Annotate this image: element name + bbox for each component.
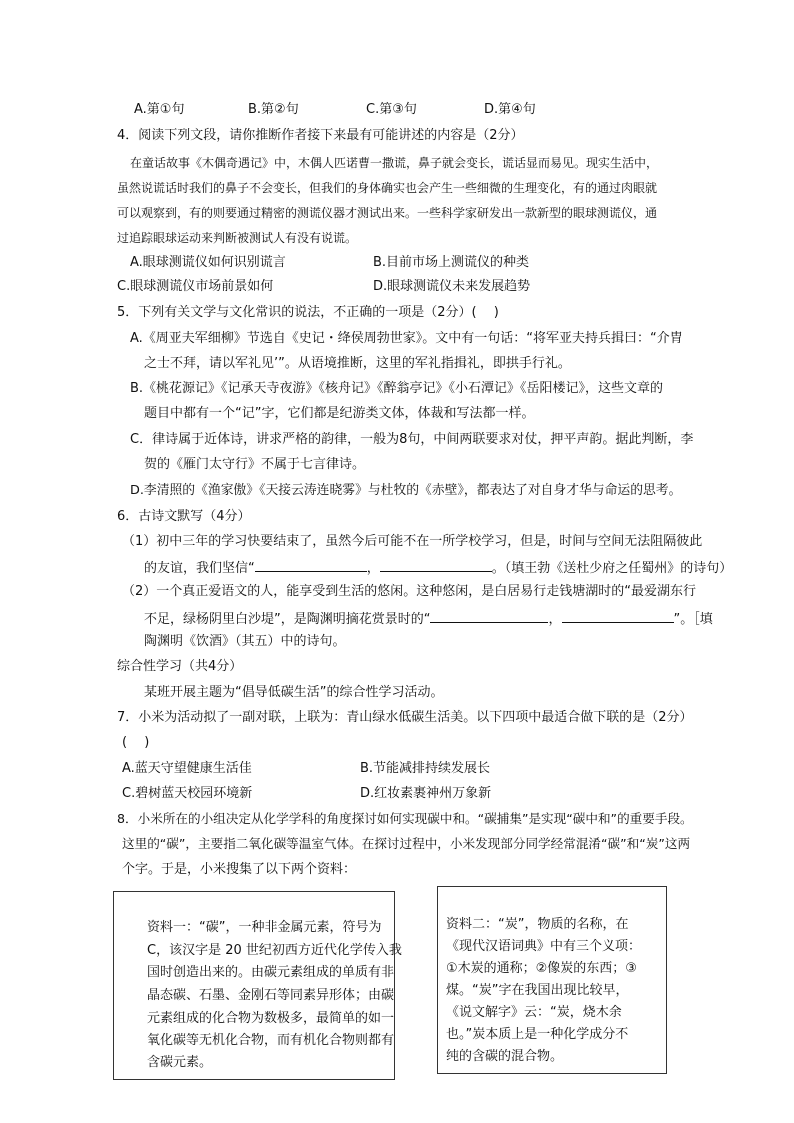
material-1-line: 国时创造出来的。由碳元素组成的单质有非 — [147, 965, 395, 980]
material-2-line: 煤。“炭”字在我国出现比较早， — [446, 983, 629, 998]
material-1-line: C，该汉字是 20 世纪初西方近代化学传入我 — [147, 943, 402, 958]
material-1-line: 元素组成的化合物为数极多，最简单的如一 — [147, 1011, 395, 1026]
q7-option-a: A.蓝天守望健康生活佳 — [122, 761, 252, 776]
q4-option-a: A.眼球测谎仪如何识别谎言 — [130, 255, 286, 270]
answer-blank[interactable] — [380, 557, 492, 572]
q4-passage-line: 虽然说谎话时我们的鼻子不会变长，但我们的身体确实也会产生一些细微的生理变化，有的通过肉眼就 — [117, 181, 658, 195]
q5-option-a-cont: 之士不拜，请以军礼见’”。从语境推断，这里的军礼指揖礼，即拱手行礼。 — [144, 356, 571, 371]
material-box-1 — [113, 891, 402, 1080]
q5-option-c-cont: 贺的《雁门太守行》不属于七言律诗。 — [144, 457, 366, 472]
q5-option-b-cont: 题目中都有一个“记”字，它们都是纪游类文体，体裁和写法都一样。 — [144, 406, 535, 421]
answer-blank[interactable] — [255, 557, 367, 572]
q3-option-d: D.第④句 — [484, 102, 536, 117]
material-2-line: 纯的含碳的混合物。 — [446, 1049, 564, 1064]
q4-option-d: D.眼球测谎仪未来发展趋势 — [373, 279, 531, 294]
q6-part1-fill: 的友谊，我们坚信“ ， 。（填王勃《送杜少府之任蜀州》的诗句） — [144, 557, 732, 578]
q6-part1: （1）初中三年的学习快要结束了，虽然今后可能不在一所学校学习，但是，时间与空间无法阻隔彼此 — [122, 534, 703, 549]
q5-option-a: A.《周亚夫军细柳》节选自《史记・绛侯周勃世家》。文中有一句话：“将军亚夫持兵揖曰：“介胄 — [130, 331, 683, 346]
material-2-line: 《现代汉语词典》中有三个义项： — [446, 939, 642, 954]
q4-passage-line: 可以观察到，有的则要通过精密的测谎仪器才测试出来。一些科学家研发出一款新型的眼球测谎仪，通 — [117, 206, 658, 220]
q7-option-d: D.红妆素裹神州万象新 — [360, 786, 492, 801]
material-box-2 — [437, 886, 667, 1074]
q3-option-a: A.第①句 — [134, 102, 185, 117]
q6-part2: （2）一个真正爱语文的人，能享受到生活的悠闲。这种悠闲，是白居易行走钱塘湖时的“最爱湖东行 — [122, 584, 697, 599]
answer-blank[interactable] — [430, 608, 548, 623]
q7-option-c: C.碧树蓝天校园环境新 — [122, 786, 253, 801]
q5-option-b: B.《桃花源记》《记承天寺夜游》《核舟记》《醉翁亭记》《小石潭记》《岳阳楼记》，这些文章的 — [130, 381, 664, 396]
q7-option-b: B.节能减排持续发展长 — [360, 761, 491, 776]
material-1-line: 含碳元素。 — [147, 1055, 213, 1070]
q8-stem-cont: 个字。于是，小米搜集了以下两个资料： — [122, 862, 357, 877]
q4-option-c: C.眼球测谎仪市场前景如何 — [117, 279, 274, 294]
q3-option-c: C.第③句 — [366, 102, 417, 117]
q6-part2-fill: 不足，绿杨阴里白沙堤”，是陶渊明摘花赏景时的“ ， ”。［填 — [144, 608, 713, 629]
q4-passage-line: 过追踪眼球运动来判断被测试人有没有说谎。 — [117, 231, 358, 245]
q7-answer-paren: ( ) — [122, 735, 150, 750]
material-2-line: ①木炭的通称；②像炭的东西；③ — [446, 961, 637, 976]
q5-option-d: D.李清照的《渔家傲》《天接云涛连晓雾》与杜牧的《赤壁》，都表达了对自身才华与命运的思考。 — [130, 483, 682, 498]
q4-passage-line: 在童话故事《木偶奇遇记》中，木偶人匹诺曹一撒谎，鼻子就会变长，谎话显而易见。现实生活中， — [130, 156, 659, 170]
q4-stem: 4．阅读下列文段，请你推断作者接下来最有可能讲述的内容是（2分） — [117, 128, 524, 143]
material-2-line: 也。”炭本质上是一种化学成分不 — [446, 1027, 629, 1042]
q7-stem: 7．小米为活动拟了一副对联，上联为：青山绿水低碳生活美。以下四项中最适合做下联的是（2分） — [117, 710, 693, 725]
q5-stem: 5．下列有关文学与文化常识的说法，不正确的一项是（2分）( ) — [117, 305, 499, 320]
section-intro: 某班开展主题为“倡导低碳生活”的综合性学习活动。 — [144, 685, 444, 700]
q8-stem-cont: 这里的“碳”，主要指二氧化碳等温室气体。在探讨过程中，小米发现部分同学经常混淆“碳”和“炭”这两 — [122, 836, 691, 851]
q4-option-b: B.目前市场上测谎仪的种类 — [373, 255, 530, 270]
q8-stem: 8．小米所在的小组决定从化学学科的角度探讨如何实现碳中和。“碳捕集”是实现“碳中和”的重要手段。 — [117, 811, 693, 826]
q6-part2-cont: 陶渊明《饮酒》（其五）中的诗句。 — [144, 634, 346, 649]
q3-option-b: B.第②句 — [248, 102, 299, 117]
q6-stem: 6．古诗文默写（4分） — [117, 509, 251, 524]
material-1-line: 氧化碳等无机化合物，而有机化合物则都有 — [147, 1033, 395, 1048]
answer-blank[interactable] — [562, 608, 674, 623]
section-title: 综合性学习（共4分） — [117, 659, 243, 674]
material-2-line: 《说文解字》云：“炭，烧木余 — [446, 1005, 622, 1020]
q5-option-c: C．律诗属于近体诗，讲求严格的韵律，一般为8句，中间两联要求对仗，押平声韵。据此判断，李 — [130, 432, 694, 447]
material-2-line: 资料二：“炭”，物质的名称，在 — [446, 917, 629, 932]
material-1-line: 资料一：“碳”，一种非金属元素，符号为 — [147, 920, 382, 935]
material-1-line: 晶态碳、石墨、金刚石等同素异形体；由碳 — [147, 988, 395, 1003]
